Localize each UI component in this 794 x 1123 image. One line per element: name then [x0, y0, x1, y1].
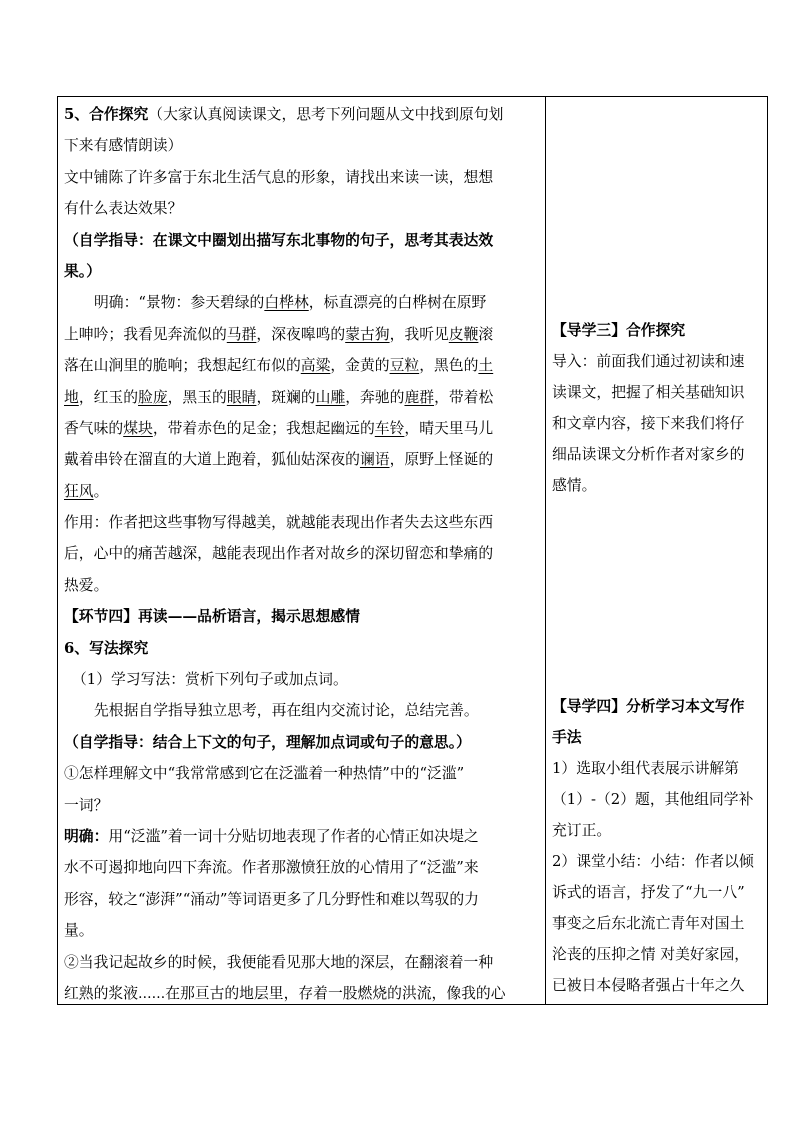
guide-text-line: 导入：前面我们通过初读和速 — [552, 353, 745, 370]
subtask-line: （1）学习写法：赏析下列句子或加点词。 — [72, 671, 348, 689]
underlined-word: 煤块 — [123, 419, 153, 437]
self-study-guide: 果。） — [64, 262, 101, 280]
guide-text-line: （1）-（2）题，其他组同学补 — [552, 791, 754, 808]
text-span: ，原野上怪诞的 — [389, 451, 494, 469]
underlined-word: 马群 — [226, 325, 257, 343]
instruction-line: 先根据自学指导独立思考，再在组内交流讨论，总结完善。 — [94, 702, 479, 720]
underlined-word: 高粱 — [300, 357, 331, 375]
guide-text-line: 读课文，把握了相关基础知识 — [552, 384, 745, 401]
text-span: ，带着赤色的足金；我想起幽远的 — [152, 419, 375, 437]
text-span: ，我听见 — [389, 325, 449, 343]
guide-three-heading: 【导学三】合作探究 — [552, 322, 686, 339]
effect-line: 热爱。 — [64, 576, 109, 594]
question-1-line: ①怎样理解文中“我常常感到它在泛滥着一种热情”中的“泛滥” — [64, 765, 465, 783]
underlined-word: 土 — [478, 357, 494, 375]
ellipsis: …… — [138, 985, 166, 1002]
guide-text-line: 细品读课文分析作者对家乡的 — [552, 446, 745, 463]
section-5-heading-line — [64, 99, 539, 130]
guide-text-line: 和文章内容，接下来我们将仔 — [552, 415, 745, 432]
answer-line — [64, 287, 539, 318]
text-span: ，红玉的 — [78, 388, 139, 406]
answer-label: 明确： — [64, 827, 109, 845]
text-span: 明确：“景物：参天碧绿的 — [94, 294, 265, 312]
guide-four-heading: 【导学四】分析学习本文写作 — [552, 698, 745, 715]
answer-line — [64, 444, 539, 475]
guide-text-line: 2）课堂小结：小结：作者以倾 — [552, 853, 754, 870]
text-span: 。 — [93, 482, 109, 500]
question-line: 有什么表达效果？ — [64, 200, 183, 218]
underlined-word: 山雕 — [315, 388, 346, 406]
text-line: 下来有感情朗读） — [64, 137, 183, 155]
guide-text-line: 1）选取小组代表展示讲解第 — [552, 760, 739, 777]
lesson-table — [57, 96, 768, 1005]
text-span: ，标直漂亮的白桦树在原野 — [308, 294, 487, 312]
underlined-word: 白桦林 — [264, 294, 309, 312]
question-1-line: 一词？ — [64, 796, 109, 814]
text-span: 用“泛滥”着一词十分贴切地表现了作者的心情正如决堤之 — [108, 827, 479, 845]
guide-text-line: 沦丧的压抑之情 对美好家园， — [552, 946, 750, 963]
text-span: 在那亘古的地层里，存着一股燃烧的洪流，像我的心 — [165, 984, 506, 1002]
guide-text-line: 已被日本侵略者强占十年之久 — [552, 977, 745, 994]
text-span: 滚 — [478, 325, 494, 343]
answer-line — [64, 413, 539, 444]
underlined-word: 蒙古狗 — [345, 325, 390, 343]
answer-line — [64, 476, 539, 507]
answer-1-line: 水不可遏抑地向四下奔流。作者那激愤狂放的心情用了“泛滥”来 — [64, 859, 479, 877]
section-6-title: 6、写法探究 — [64, 639, 149, 657]
content-column — [64, 99, 539, 1009]
answer-line — [64, 382, 539, 413]
question-2-line: ②当我记起故乡的时候，我便能看见那大地的深层，在翻滚着一种 — [64, 953, 494, 971]
underlined-word: 狂风 — [64, 482, 94, 500]
text-span: 落在山涧里的脆响；我想起红布似的 — [64, 357, 301, 375]
text-span: ，晴天里马儿 — [404, 419, 494, 437]
underlined-word: 车铃 — [374, 419, 405, 437]
self-study-guide: （自学指导：在课文中圈划出描写东北事物的句子，思考其表达效 — [64, 231, 494, 249]
text-span: ，黑色的 — [419, 357, 479, 375]
text-span: 红熟的浆液 — [64, 984, 138, 1002]
underlined-word: 皮鞭 — [448, 325, 479, 343]
underlined-word: 鹿群 — [404, 388, 435, 406]
column-divider — [545, 97, 546, 1004]
effect-line: 作用：作者把这些事物写得越美，就越能表现出作者失去这些东西 — [64, 514, 494, 532]
section-5-title: 5、合作探究 — [64, 106, 149, 123]
answer-line — [64, 319, 539, 350]
underlined-word: 豆粒 — [389, 357, 420, 375]
answer-line — [64, 350, 539, 381]
underlined-word: 谰语 — [359, 451, 390, 469]
answer-1-line — [64, 821, 539, 852]
text-span: ，黑玉的 — [167, 388, 227, 406]
text-span: 上呻吟；我看见奔流似的 — [64, 325, 227, 343]
question-line: 文中铺陈了许多富于东北生活气息的形象，请找出来读一读，想想 — [64, 168, 494, 186]
text-span: ，深夜嗥鸣的 — [256, 325, 346, 343]
text-span: ，斑斓的 — [256, 388, 316, 406]
text-span: ，带着松 — [434, 388, 494, 406]
text-span: ，金黄的 — [330, 357, 390, 375]
guide-text-line: 事变之后东北流亡青年对国土 — [552, 915, 745, 932]
text-span: 戴着串铃在溜直的大道上跑着，狐仙姑深夜的 — [64, 451, 360, 469]
guide-text-line: 感情。 — [552, 477, 597, 494]
question-2-line — [64, 978, 539, 1009]
underlined-word: 眼睛 — [226, 388, 257, 406]
stage-four-heading: 【环节四】再读——品析语言，揭示思想感情 — [64, 608, 360, 626]
text-span: 香气味的 — [64, 419, 124, 437]
text-span: ，奔驰的 — [345, 388, 405, 406]
answer-1-line: 形容，较之“澎湃”“涌动”等词语更多了几分野性和难以驾驭的力 — [64, 890, 479, 908]
guide-text-line: 诉式的语言，抒发了“九一八” — [552, 884, 745, 901]
underlined-word: 地 — [64, 388, 79, 406]
guide-text-line: 充订正。 — [552, 822, 612, 839]
answer-1-line: 量。 — [64, 922, 94, 940]
self-study-guide: （自学指导：结合上下文的句子，理解加点词或句子的意思。） — [64, 733, 471, 751]
effect-line: 后，心中的痛苦越深，越能表现出作者对故乡的深切留恋和挚痛的 — [64, 545, 494, 563]
underlined-word: 脸庞 — [138, 388, 168, 406]
section-5-instruction: （大家认真阅读课文，思考下列问题从文中找到原句划 — [148, 106, 504, 123]
guide-four-heading: 手法 — [552, 729, 582, 746]
